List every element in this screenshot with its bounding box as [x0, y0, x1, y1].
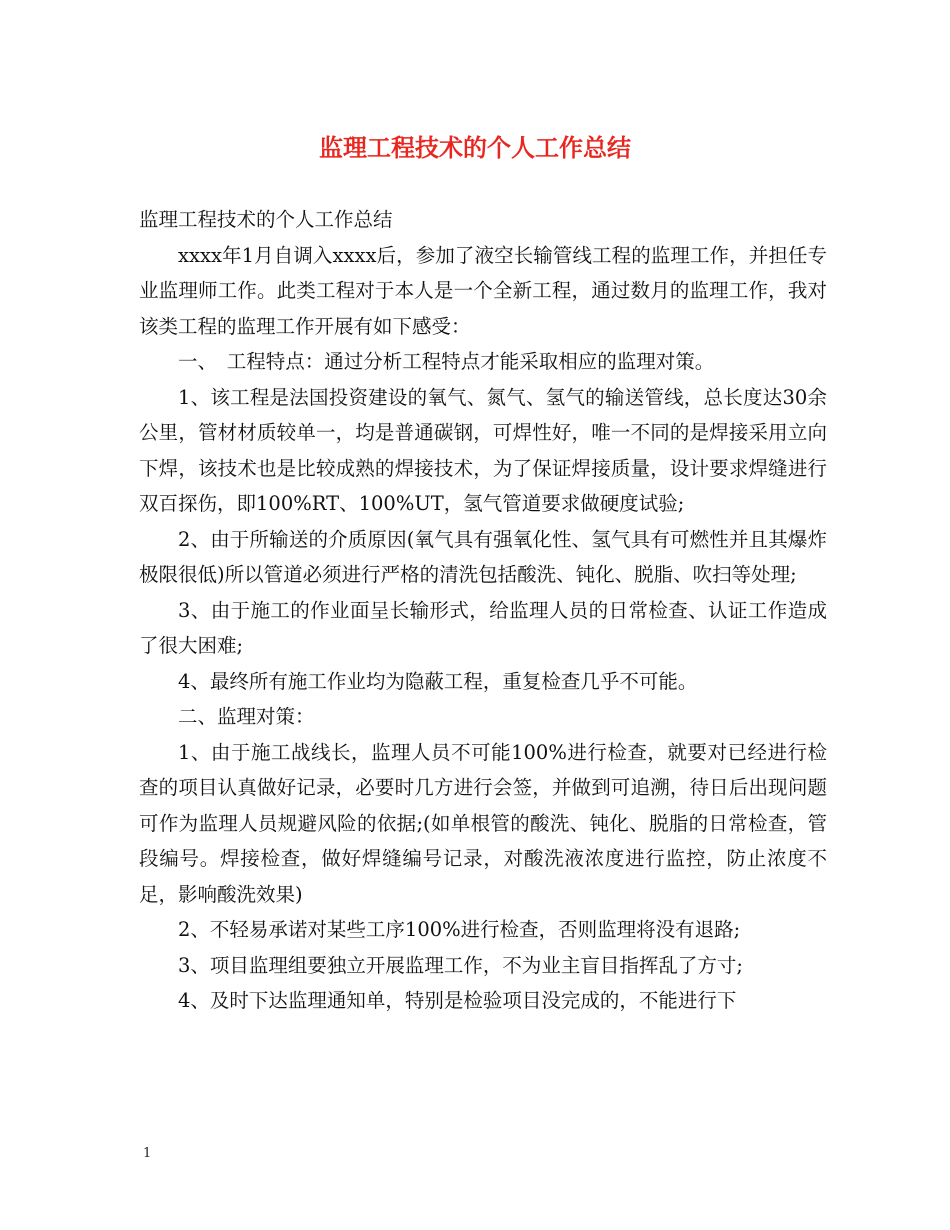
paragraph-measure-2: 2、不轻易承诺对某些工序100%进行检查，否则监理将没有退路;: [178, 918, 741, 941]
paragraph-measure-4: 4、及时下达监理通知单，特别是检验项目没完成的，不能进行下: [178, 989, 737, 1012]
page-title: 监理工程技术的个人工作总结: [319, 133, 631, 162]
paragraph-intro: xxxx年1月自调入xxxx后，参加了液空长输管线工程的监理工作，并担任专业监理师工作。此类工程对于本人是一个全新工程，通过数月的监理工作，我对该类工程的监理工作开展有如下感受：: [139, 243, 827, 338]
paragraph-section-1-heading: 一、 工程特点：通过分析工程特点才能采取相应的监理对策。: [178, 350, 715, 373]
paragraph-section-2-heading: 二、监理对策：: [178, 705, 315, 728]
paragraph-feature-3: 3、由于施工的作业面呈长输形式，给监理人员的日常检查、认证工作造成了很大困难;: [139, 598, 827, 657]
document-subtitle: 监理工程技术的个人工作总结: [139, 208, 393, 231]
page-number: 1: [143, 1146, 152, 1161]
paragraph-measure-1: 1、由于施工战线长，监理人员不可能100%进行检查，就要对已经进行检查的项目认真做好记录，必要时几方进行会签，并做到可追溯，待日后出现问题可作为监理人员规避风险的依据;(如单根管的酸洗、钝化、脱脂的日常检查，管段编号。焊接检查，做好焊缝编号记录，对酸洗液浓度进行监控，防止浓度不足，影响酸洗效果): [139, 740, 827, 906]
paragraph-feature-2: 2、由于所输送的介质原因(氧气具有强氧化性、氢气具有可燃性并且其爆炸极限很低)所以管道必须进行严格的清洗包括酸洗、钝化、脱脂、吹扫等处理;: [139, 527, 827, 586]
paragraph-feature-1: 1、该工程是法国投资建设的氧气、氮气、氢气的输送管线，总长度达30余公里，管材材质较单一，均是普通碳钢，可焊性好，唯一不同的是焊接采用立向下焊，该技术也是比较成熟的焊接技术，为了保证焊接质量，设计要求焊缝进行双百探伤，即100%RT、100%UT，氢气管道要求做硬度试验;: [139, 385, 827, 515]
paragraph-feature-4: 4、最终所有施工作业均为隐蔽工程，重复检查几乎不可能。: [178, 669, 698, 693]
paragraph-measure-3: 3、项目监理组要独立开展监理工作，不为业主盲目指挥乱了方寸;: [178, 953, 743, 977]
document-body: [139, 202, 827, 1019]
